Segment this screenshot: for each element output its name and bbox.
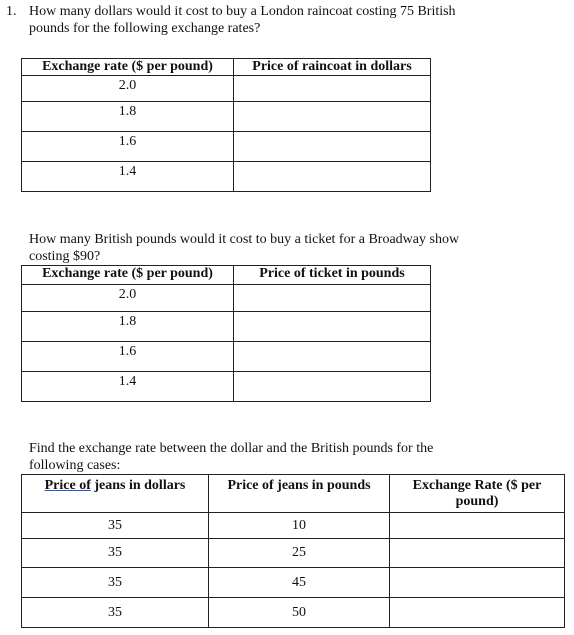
jeans-pounds-cell: 50 — [209, 598, 390, 628]
jeans-dollars-cell: 35 — [22, 568, 209, 598]
table-row — [22, 568, 565, 598]
jeans-table-header-pounds: Price of jeans in pounds — [209, 475, 390, 513]
ticket-price-answer-cell[interactable] — [234, 342, 431, 372]
exchange-rate-cell: 1.6 — [22, 132, 234, 162]
exchange-rate-cell: 2.0 — [22, 76, 234, 102]
ticket-table-header-price: Price of ticket in pounds — [234, 266, 431, 285]
question-1-text-line1: How many dollars would it cost to buy a London raincoat costing 75 British — [29, 4, 456, 19]
table-row — [22, 76, 431, 102]
exchange-rate-cell: 1.8 — [22, 102, 234, 132]
table-row — [22, 132, 431, 162]
question-2-text-line2: costing $90? — [29, 249, 101, 264]
question-3-text-line2: following cases: — [29, 458, 121, 473]
exchange-rate-cell: 1.4 — [22, 372, 234, 402]
ticket-table-header-rate: Exchange rate ($ per pound) — [22, 266, 234, 285]
raincoat-price-answer-cell[interactable] — [234, 102, 431, 132]
jeans-table-header-dollars-underlined: Price of — [44, 478, 91, 493]
raincoat-price-answer-cell[interactable] — [234, 132, 431, 162]
table-row — [22, 598, 565, 628]
table-row — [22, 312, 431, 342]
table-row — [22, 102, 431, 132]
exchange-rate-answer-cell[interactable] — [390, 513, 565, 539]
raincoat-table-header-price: Price of raincoat in dollars — [234, 59, 431, 76]
question-1-number: 1. — [6, 4, 17, 19]
raincoat-table-header-rate: Exchange rate ($ per pound) — [22, 59, 234, 76]
exchange-rate-answer-cell[interactable] — [390, 539, 565, 568]
table-row — [22, 342, 431, 372]
raincoat-price-answer-cell[interactable] — [234, 76, 431, 102]
question-3-text-line1: Find the exchange rate between the dollar and the British pounds for the — [29, 441, 434, 456]
jeans-table-header-exchange-rate: Exchange Rate ($ per pound) — [390, 475, 565, 513]
jeans-dollars-cell: 35 — [22, 598, 209, 628]
table-row — [22, 513, 565, 539]
table-row — [22, 372, 431, 402]
table-row — [22, 539, 565, 568]
exchange-rate-cell: 1.4 — [22, 162, 234, 192]
jeans-pounds-cell: 25 — [209, 539, 390, 568]
exchange-rate-answer-cell[interactable] — [390, 568, 565, 598]
table-row — [22, 285, 431, 312]
ticket-price-answer-cell[interactable] — [234, 372, 431, 402]
jeans-table-header-dollars-rest: jeans in dollars — [90, 478, 186, 493]
ticket-price-answer-cell[interactable] — [234, 285, 431, 312]
question-1-text-line2: pounds for the following exchange rates? — [29, 21, 261, 36]
exchange-rate-answer-cell[interactable] — [390, 598, 565, 628]
jeans-table — [21, 474, 565, 628]
exchange-rate-cell: 2.0 — [22, 285, 234, 312]
ticket-price-answer-cell[interactable] — [234, 312, 431, 342]
exchange-rate-cell: 1.6 — [22, 342, 234, 372]
question-2-text-line1: How many British pounds would it cost to buy a ticket for a Broadway show — [29, 232, 460, 247]
jeans-dollars-cell: 35 — [22, 539, 209, 568]
table-row — [22, 162, 431, 192]
jeans-dollars-cell: 35 — [22, 513, 209, 539]
jeans-table-header-dollars — [22, 475, 209, 513]
raincoat-table — [21, 58, 431, 192]
jeans-pounds-cell: 10 — [209, 513, 390, 539]
jeans-pounds-cell: 45 — [209, 568, 390, 598]
ticket-table — [21, 265, 431, 402]
exchange-rate-cell: 1.8 — [22, 312, 234, 342]
raincoat-price-answer-cell[interactable] — [234, 162, 431, 192]
